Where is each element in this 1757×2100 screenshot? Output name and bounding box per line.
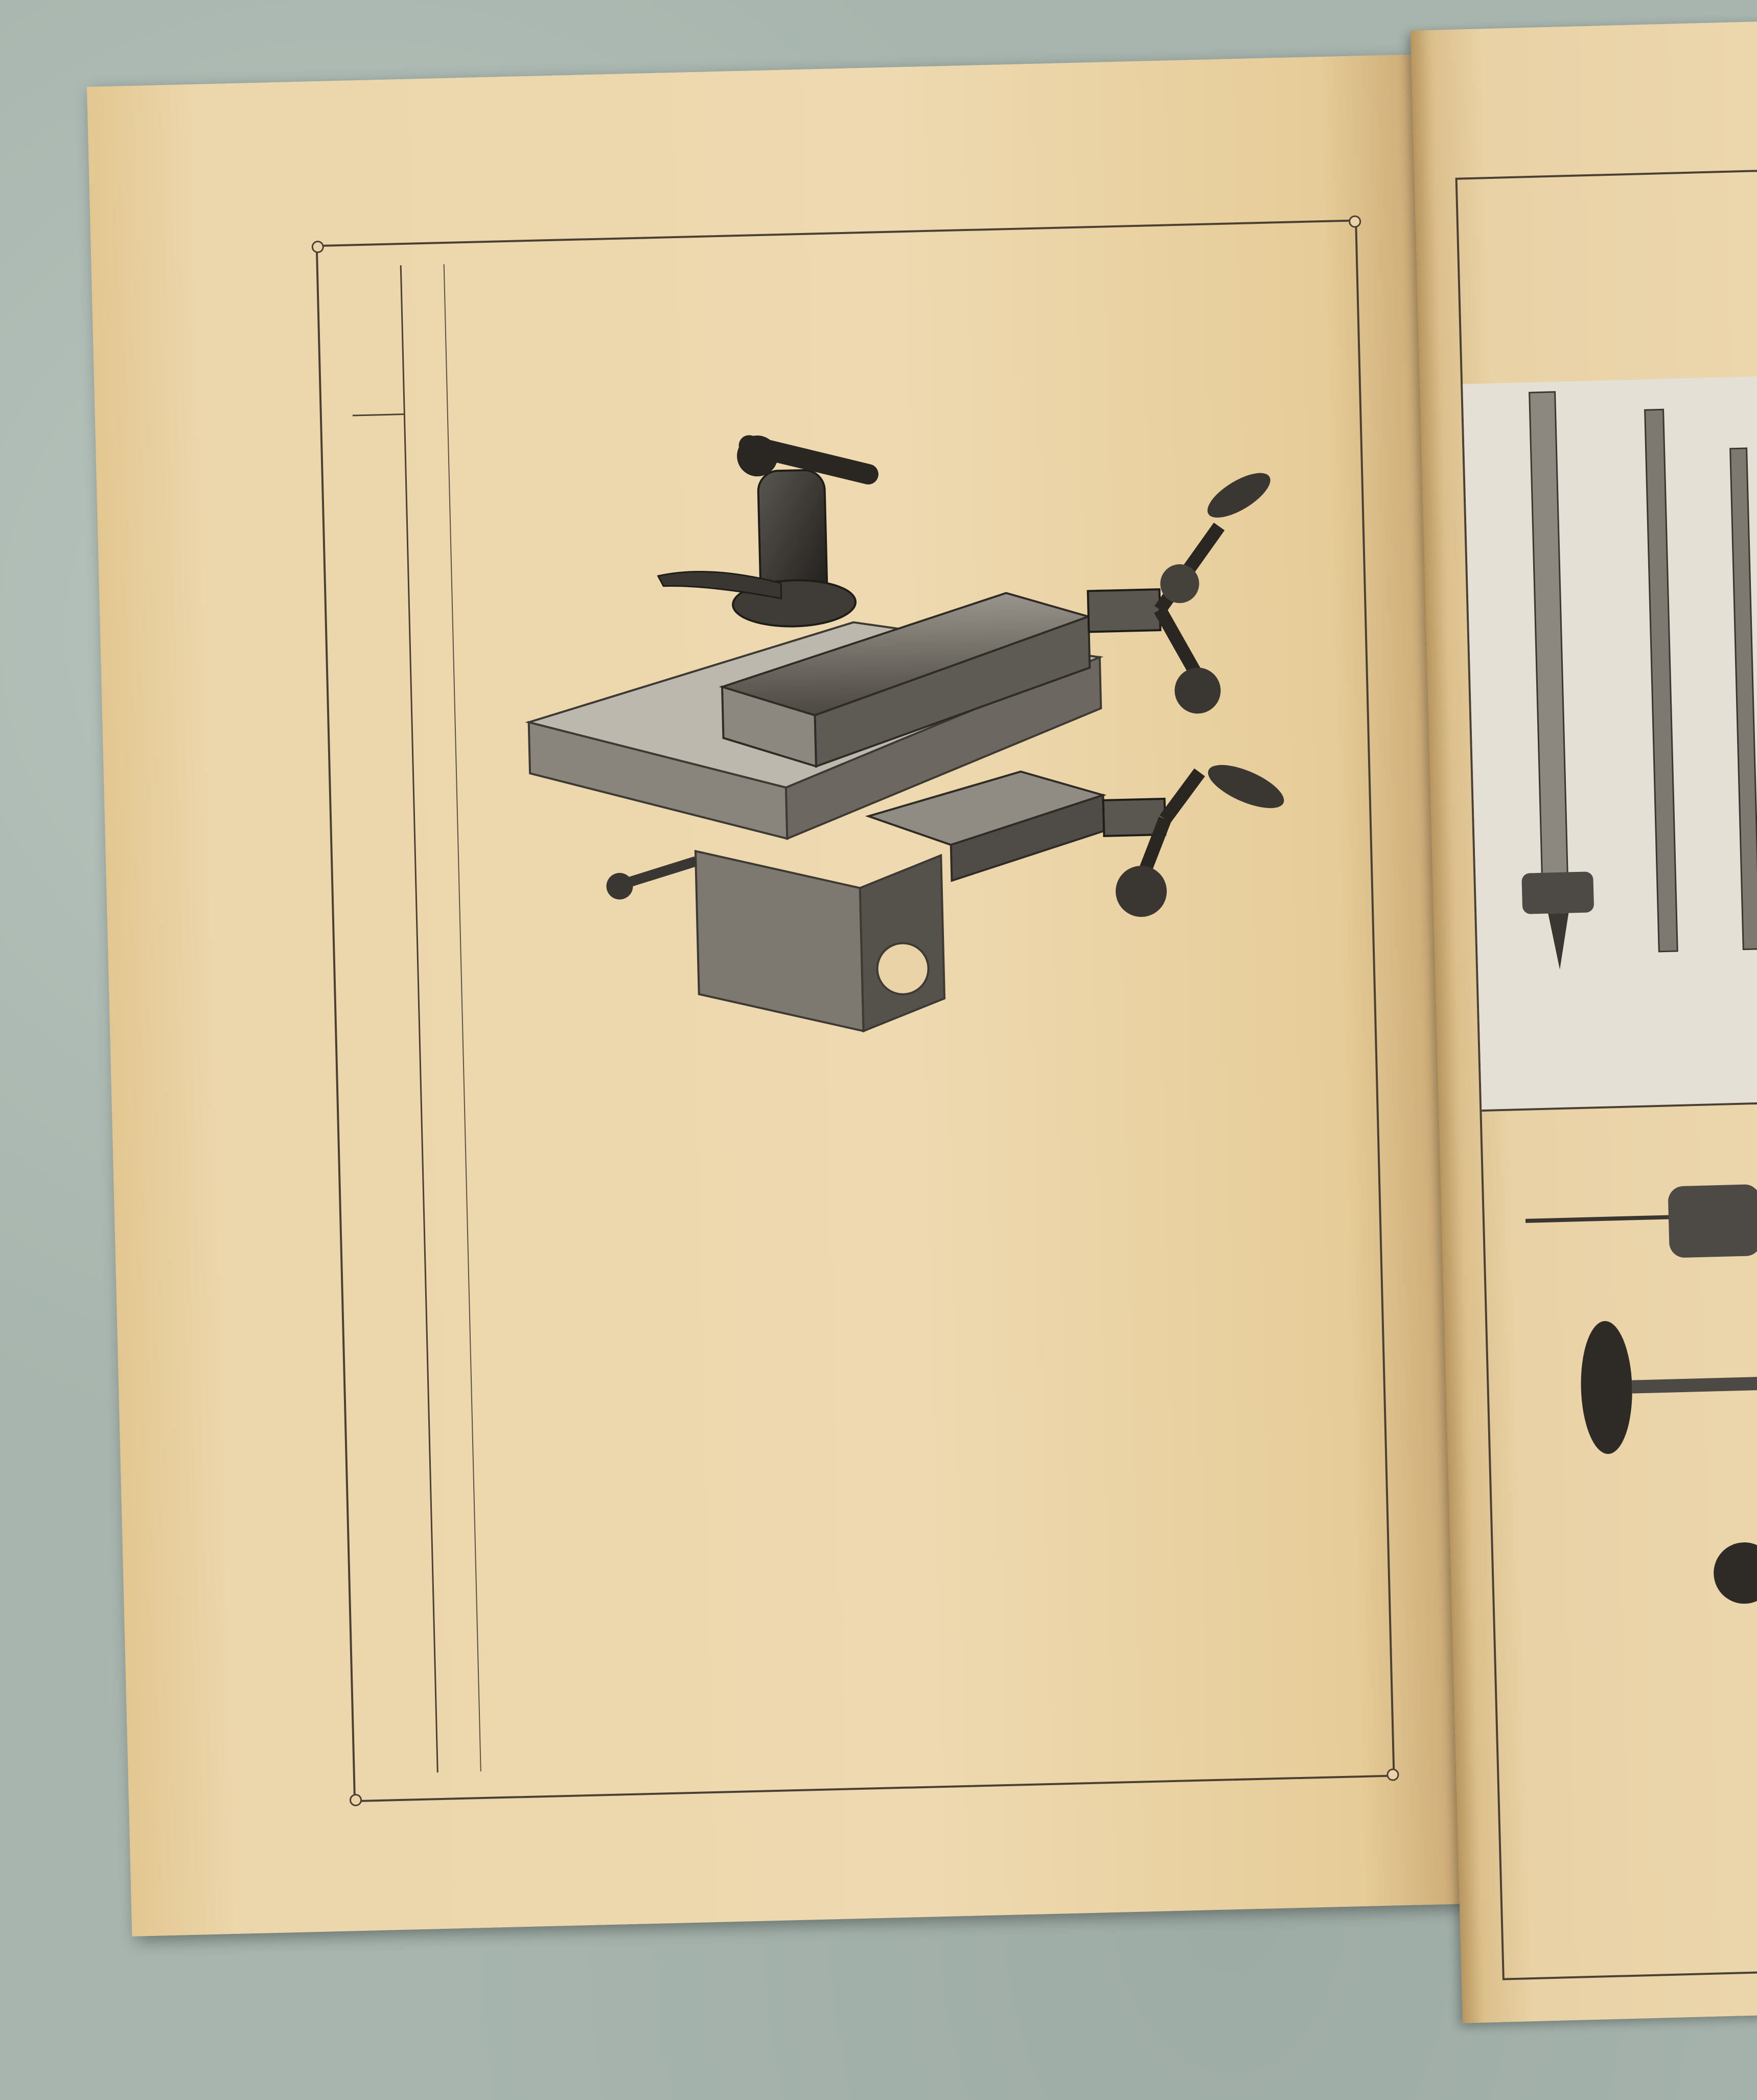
right-page-frame: [1455, 168, 1757, 1980]
slide-rest-illustration: [491, 417, 1324, 1071]
price-table: [441, 1091, 1360, 1113]
reference-column: [318, 244, 489, 1800]
column-rule: [444, 264, 481, 1771]
page-frame: [316, 219, 1395, 1802]
number-rule: [353, 413, 404, 416]
column-rule: [400, 265, 438, 1772]
catalog-page-left: [87, 54, 1471, 1936]
price-rows: [441, 1091, 1360, 1113]
frame-corner: [1349, 215, 1361, 228]
running-head: [447, 167, 1367, 190]
frame-corner: [1386, 1768, 1399, 1781]
spindles-photo: [1463, 375, 1757, 1112]
spindle-photos: [1514, 1162, 1757, 1630]
catalog-page-right: [1411, 21, 1757, 2023]
spindles-illustration: [1463, 375, 1757, 1110]
